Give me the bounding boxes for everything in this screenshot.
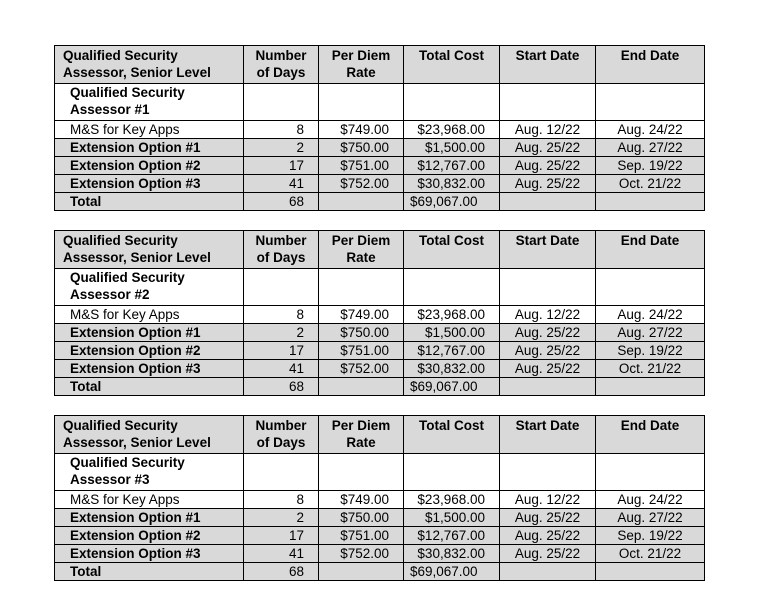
- table-row: [55, 509, 705, 527]
- table-row: [55, 527, 705, 545]
- table-row: [55, 342, 705, 360]
- days-header: Number of Days: [244, 231, 319, 269]
- assessor-3-cost-table: [54, 415, 705, 581]
- end-date-header: End Date: [596, 416, 705, 454]
- row-label: Extension Option #2: [55, 342, 244, 360]
- rate-cell: $751.00: [319, 527, 404, 545]
- row-label: M&S for Key Apps: [55, 491, 244, 509]
- rate-cell: $750.00: [319, 324, 404, 342]
- start-date-cell: Aug. 25/22: [500, 139, 596, 157]
- assessor-1-cost-table: [54, 45, 705, 211]
- row-label: Extension Option #1: [55, 324, 244, 342]
- total-cost-cell: $69,067.00: [404, 193, 500, 211]
- days-header: Number of Days: [244, 46, 319, 84]
- end-date-cell: Oct. 21/22: [596, 545, 705, 563]
- role-header: Qualified Security Assessor, Senior Level: [55, 231, 244, 269]
- assessor-2-cost-table: [54, 230, 705, 396]
- end-date-cell: Aug. 27/22: [596, 509, 705, 527]
- row-label: Extension Option #1: [55, 509, 244, 527]
- total-cost-cell: $69,067.00: [404, 378, 500, 396]
- table-row: [55, 360, 705, 378]
- row-label: Extension Option #3: [55, 360, 244, 378]
- days-cell: 8: [244, 121, 319, 139]
- cost-tables-container: [54, 45, 704, 600]
- rate-header: Per Diem Rate: [319, 46, 404, 84]
- total-days-cell: 68: [244, 193, 319, 211]
- cost-cell: $30,832.00: [404, 175, 500, 193]
- end-date-cell: Aug. 24/22: [596, 306, 705, 324]
- table-row: [55, 175, 705, 193]
- table-header-row: [55, 416, 705, 454]
- end-date-cell: Sep. 19/22: [596, 157, 705, 175]
- rate-cell: $752.00: [319, 545, 404, 563]
- row-label: M&S for Key Apps: [55, 306, 244, 324]
- table-row: [55, 324, 705, 342]
- rate-header: Per Diem Rate: [319, 231, 404, 269]
- start-date-cell: Aug. 12/22: [500, 491, 596, 509]
- end-date-cell: Oct. 21/22: [596, 360, 705, 378]
- assessor-name: Qualified Security Assessor #1: [55, 84, 244, 121]
- rate-cell: $751.00: [319, 157, 404, 175]
- table-row: [55, 306, 705, 324]
- total-cost-header: Total Cost: [404, 231, 500, 269]
- assessor-name-row: [55, 84, 705, 121]
- start-date-cell: Aug. 12/22: [500, 306, 596, 324]
- days-header: Number of Days: [244, 416, 319, 454]
- rate-cell: $752.00: [319, 360, 404, 378]
- days-cell: 8: [244, 306, 319, 324]
- days-cell: 41: [244, 360, 319, 378]
- start-date-header: Start Date: [500, 231, 596, 269]
- table-row: [55, 545, 705, 563]
- cost-cell: $30,832.00: [404, 360, 500, 378]
- days-cell: 2: [244, 509, 319, 527]
- cost-cell: $12,767.00: [404, 342, 500, 360]
- cost-cell: $12,767.00: [404, 527, 500, 545]
- end-date-cell: Aug. 24/22: [596, 121, 705, 139]
- rate-cell: $749.00: [319, 306, 404, 324]
- row-label: Extension Option #2: [55, 527, 244, 545]
- total-days-cell: 68: [244, 378, 319, 396]
- role-header: Qualified Security Assessor, Senior Level: [55, 416, 244, 454]
- rate-cell: $749.00: [319, 121, 404, 139]
- end-date-cell: Oct. 21/22: [596, 175, 705, 193]
- end-date-cell: Sep. 19/22: [596, 527, 705, 545]
- total-label: Total: [55, 563, 244, 581]
- total-row: [55, 563, 705, 581]
- end-date-header: End Date: [596, 231, 705, 269]
- rate-cell: $749.00: [319, 491, 404, 509]
- row-label: Extension Option #3: [55, 545, 244, 563]
- cost-cell: $23,968.00: [404, 306, 500, 324]
- total-cost-header: Total Cost: [404, 416, 500, 454]
- total-row: [55, 378, 705, 396]
- days-cell: 2: [244, 139, 319, 157]
- cost-cell: $23,968.00: [404, 491, 500, 509]
- days-cell: 2: [244, 324, 319, 342]
- start-date-cell: Aug. 25/22: [500, 509, 596, 527]
- total-cost-header: Total Cost: [404, 46, 500, 84]
- assessor-name: Qualified Security Assessor #3: [55, 454, 244, 491]
- total-label: Total: [55, 378, 244, 396]
- cost-cell: $12,767.00: [404, 157, 500, 175]
- days-cell: 17: [244, 157, 319, 175]
- end-date-cell: Aug. 24/22: [596, 491, 705, 509]
- assessor-name-row: [55, 454, 705, 491]
- days-cell: 41: [244, 175, 319, 193]
- start-date-header: Start Date: [500, 46, 596, 84]
- row-label: Extension Option #3: [55, 175, 244, 193]
- rate-cell: $750.00: [319, 509, 404, 527]
- total-row: [55, 193, 705, 211]
- cost-cell: $1,500.00: [404, 509, 500, 527]
- table-header-row: [55, 231, 705, 269]
- table-row: [55, 139, 705, 157]
- start-date-header: Start Date: [500, 416, 596, 454]
- days-cell: 17: [244, 342, 319, 360]
- role-header: Qualified Security Assessor, Senior Level: [55, 46, 244, 84]
- cost-cell: $30,832.00: [404, 545, 500, 563]
- end-date-header: End Date: [596, 46, 705, 84]
- total-cost-cell: $69,067.00: [404, 563, 500, 581]
- assessor-name: Qualified Security Assessor #2: [55, 269, 244, 306]
- total-label: Total: [55, 193, 244, 211]
- table-header-row: [55, 46, 705, 84]
- row-label: Extension Option #2: [55, 157, 244, 175]
- start-date-cell: Aug. 25/22: [500, 175, 596, 193]
- table-row: [55, 491, 705, 509]
- start-date-cell: Aug. 12/22: [500, 121, 596, 139]
- days-cell: 41: [244, 545, 319, 563]
- start-date-cell: Aug. 25/22: [500, 342, 596, 360]
- rate-cell: $751.00: [319, 342, 404, 360]
- cost-cell: $1,500.00: [404, 139, 500, 157]
- table-row: [55, 121, 705, 139]
- cost-cell: $23,968.00: [404, 121, 500, 139]
- start-date-cell: Aug. 25/22: [500, 527, 596, 545]
- start-date-cell: Aug. 25/22: [500, 157, 596, 175]
- days-cell: 8: [244, 491, 319, 509]
- start-date-cell: Aug. 25/22: [500, 360, 596, 378]
- rate-header: Per Diem Rate: [319, 416, 404, 454]
- rate-cell: $750.00: [319, 139, 404, 157]
- row-label: M&S for Key Apps: [55, 121, 244, 139]
- end-date-cell: Sep. 19/22: [596, 342, 705, 360]
- total-days-cell: 68: [244, 563, 319, 581]
- assessor-name-row: [55, 269, 705, 306]
- table-row: [55, 157, 705, 175]
- days-cell: 17: [244, 527, 319, 545]
- start-date-cell: Aug. 25/22: [500, 324, 596, 342]
- end-date-cell: Aug. 27/22: [596, 324, 705, 342]
- cost-cell: $1,500.00: [404, 324, 500, 342]
- end-date-cell: Aug. 27/22: [596, 139, 705, 157]
- start-date-cell: Aug. 25/22: [500, 545, 596, 563]
- rate-cell: $752.00: [319, 175, 404, 193]
- row-label: Extension Option #1: [55, 139, 244, 157]
